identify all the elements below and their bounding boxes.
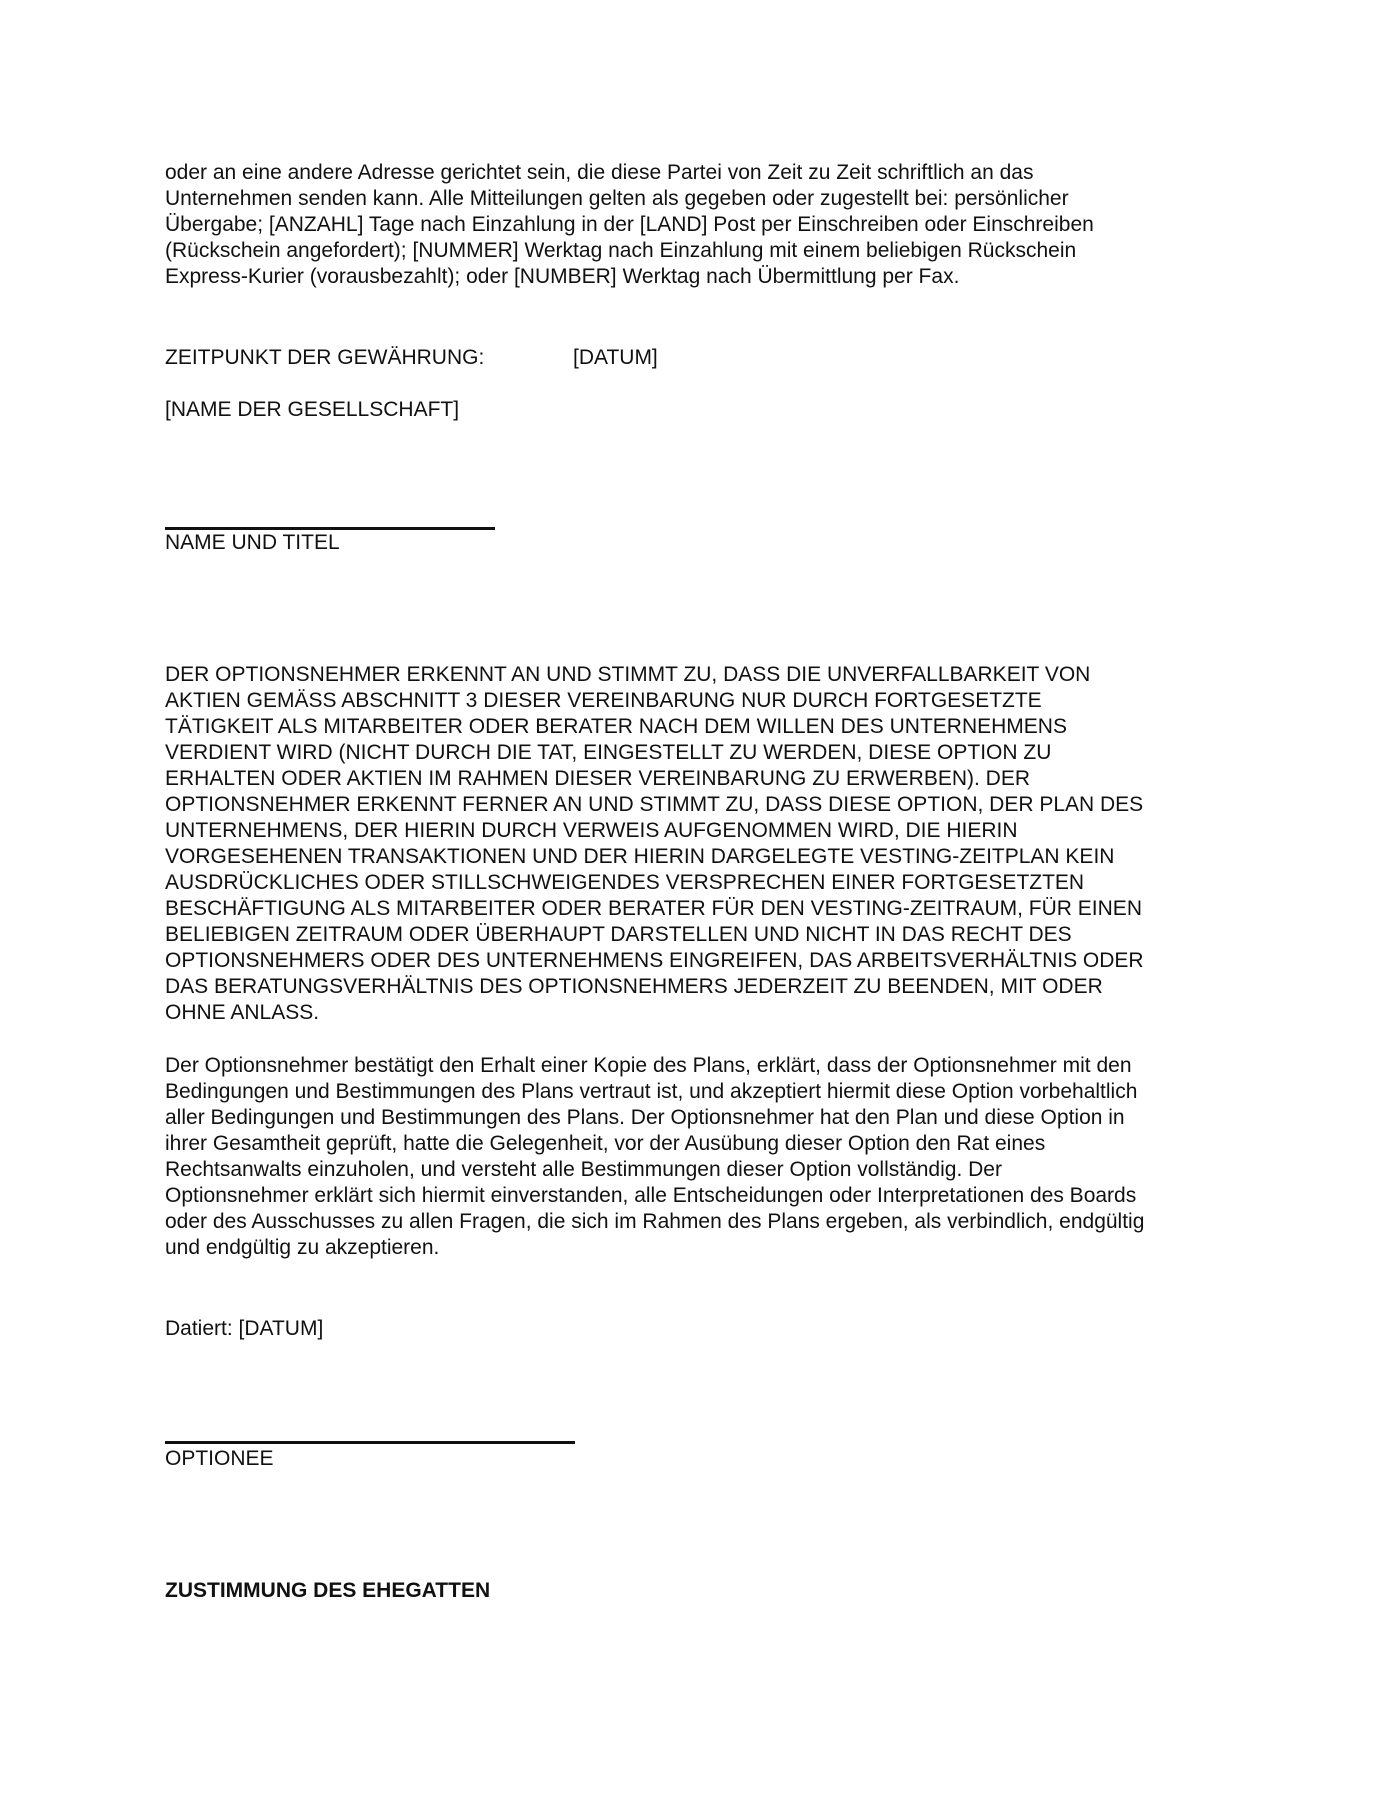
spouse-consent-heading: ZUSTIMMUNG DES EHEGATTEN	[165, 1579, 491, 1602]
grant-date-value: [DATUM]	[573, 346, 658, 369]
acknowledgement-paragraph: DER OPTIONSNEHMER ERKENNT AN UND STIMMT ZU, DASS DIE UNVERFALLBARKEIT VON AKTIEN GEMÄSS ABSCHNITT 3 DIESER VEREINBARUNG NUR DURCH FORTGESETZTE TÄTIGKEIT ALS MITARBEITER ODER BERATER NACH DEM WILLEN DES UNTERNEHMENS VERDIENT WIRD (NICHT DURCH DIE TAT, EINGESTELLT ZU WERDEN, DIESE OPTION ZU ERHALTEN ODER AKTIEN IM RAHMEN DIESER VEREINBARUNG ZU ERWERBEN). DER OPTIONSNEHMER ERKENNT FERNER AN UND STIMMT ZU, DASS DIESE OPTION, DER PLAN DES UNTERNEHMENS, DER HIERIN DURCH VERWEIS AUFGENOMMEN WIRD, DIE HIERIN VORGESEHENEN TRANSAKTIONEN UND DER HIERIN DARGELEGTE VESTING-ZEITPLAN KEIN AUSDRÜCKLICHES ODER STILLSCHWEIGENDES VERSPRECHEN EINER FORTGESETZTEN BESCHÄFTIGUNG ALS MITARBEITER ODER BERATER FÜR DEN VESTING-ZEITRAUM, FÜR EINEN BELIEBIGEN ZEITRAUM ODER ÜBERHAUPT DARSTELLEN UND NICHT IN DAS RECHT DES OPTIONSNEHMERS ODER DES UNTERNEHMENS EINGREIFEN, DAS ARBEITSVERHÄLTNIS ODER DAS BERATUNGSVERHÄLTNIS DES OPTIONSNEHMERS JEDERZEIT ZU BEENDEN, MIT ODER OHNE ANLASS.	[165, 663, 1144, 1024]
receipt-paragraph: Der Optionsnehmer bestätigt den Erhalt einer Kopie des Plans, erklärt, dass der Optionsnehmer mit den Bedingungen und Bestimmungen des Plans vertraut ist, und akzeptiert hiermit diese Option vorbehaltlich aller Bedingungen und Bestimmungen des Plans. Der Optionsnehmer hat den Plan und diese Option in ihrer Gesamtheit geprüft, hatte die Gelegenheit, vor der Ausübung dieser Option den Rat eines Rechtsanwalts einzuholen, und versteht alle Bestimmungen dieser Option vollständig. Der Optionsnehmer erklärt sich hiermit einverstanden, alle Entscheidungen oder Interpretationen des Boards oder des Ausschusses zu allen Fragen, die sich im Rahmen des Plans ergeben, als verbindlich, endgültig und endgültig zu akzeptieren.	[165, 1054, 1145, 1259]
optionee-signature-caption: OPTIONEE	[165, 1447, 274, 1470]
grant-date-row	[165, 345, 965, 371]
grant-date-label: ZEITPUNKT DER GEWÄHRUNG:	[165, 346, 485, 369]
company-signature-caption: NAME UND TITEL	[165, 531, 340, 554]
optionee-signature-line	[165, 1441, 575, 1444]
company-name: [NAME DER GESELLSCHAFT]	[165, 398, 460, 421]
notice-paragraph: oder an eine andere Adresse gerichtet sein, die diese Partei von Zeit zu Zeit schriftlich an das Unternehmen senden kann. Alle Mitteilungen gelten als gegeben oder zugestellt bei: persönlicher Übergabe; [ANZAHL] Tage nach Einzahlung in der [LAND] Post per Einschreiben oder Einschreiben (Rückschein angefordert); [NUMMER] Werktag nach Einzahlung mit einem beliebigen Rückschein Express-Kurier (vorausbezahlt); oder [NUMBER] Werktag nach Übermittlung per Fax.	[165, 161, 1094, 288]
dated-line: Datiert: [DATUM]	[165, 1317, 324, 1340]
